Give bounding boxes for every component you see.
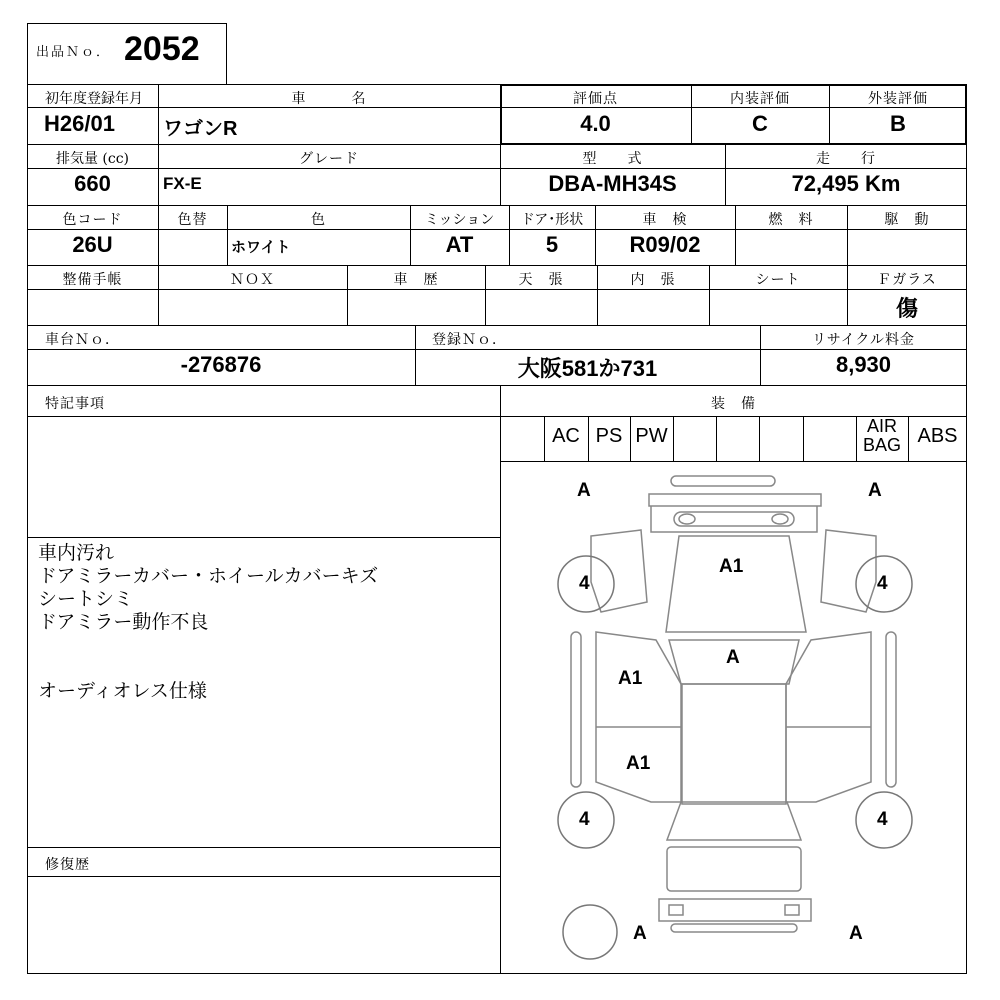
interior-label: 内装評価 [730, 91, 790, 107]
mark-front-left: A [577, 480, 591, 501]
nox-label: ＮＯＸ [230, 272, 275, 288]
service-book-label: 整備手帳 [62, 272, 123, 288]
grade-value: FX-E [163, 174, 202, 193]
equipment-ps: PS [595, 425, 623, 447]
equipment-label: 装 備 [711, 396, 756, 412]
mark-left-door-rear: A1 [626, 753, 651, 774]
front-glass-value: 傷 [895, 296, 918, 322]
score-value: 4.0 [580, 111, 611, 136]
note-line: オーディオレス仕様 [38, 680, 207, 702]
note-line: ドアミラー動作不良 [38, 611, 209, 633]
repaint-label: 色替 [177, 212, 208, 228]
recycle-value: 8,930 [835, 352, 892, 377]
mark-windshield: A1 [719, 556, 744, 577]
mileage-value: 72,495 Km [791, 171, 901, 196]
door-label: ドア･形状 [520, 212, 584, 228]
mark-hood: A [726, 647, 740, 668]
mark-rear-right: A [849, 923, 863, 944]
model-label: 型 式 [582, 151, 643, 167]
lot-number-label: 出品Ｎｏ． [36, 45, 112, 60]
inspection-label: 車 検 [642, 212, 688, 228]
mark-tire-fl: 4 [579, 573, 590, 594]
lot-number-box [27, 23, 227, 85]
car-name-value: ワゴンR [163, 118, 238, 140]
note-line: シートシミ [38, 588, 134, 610]
history-label: 車 歴 [393, 272, 439, 288]
note-line: 車内汚れ [38, 542, 115, 564]
equipment-ac: AC [552, 425, 580, 447]
spare-tire [563, 905, 617, 959]
mission-value: AT [445, 232, 474, 257]
mark-tire-rr: 4 [877, 809, 888, 830]
exterior-label: 外装評価 [868, 91, 928, 107]
color-value: ホワイト [231, 239, 291, 256]
color-code-label: 色コード [62, 212, 123, 228]
plate-label: 登録Ｎｏ． [432, 332, 507, 348]
interior-trim-label: 内 張 [630, 272, 676, 288]
mark-left-door-front: A1 [618, 668, 643, 689]
car-damage-diagram [501, 462, 967, 974]
car-name-label: 車 名 [291, 91, 367, 107]
equipment-pw: PW [635, 425, 668, 447]
mark-tire-fr: 4 [877, 573, 888, 594]
equipment-abs: ABS [917, 425, 958, 447]
mileage-label: 走 行 [816, 151, 876, 167]
repair-history-label: 修復歴 [45, 857, 90, 873]
model-value: DBA-MH34S [548, 171, 677, 196]
recycle-label: リサイクル料金 [811, 332, 916, 348]
front-glass-label: Ｆガラス [877, 272, 937, 288]
drive-label: 駆 動 [884, 212, 930, 228]
interior-value: C [752, 111, 768, 136]
mission-label: ミッション [424, 212, 495, 228]
inspection-value: R09/02 [629, 232, 701, 257]
exterior-value: B [890, 111, 906, 136]
displacement-value: 660 [74, 171, 111, 196]
equipment-airbag: AIR BAG [862, 416, 901, 455]
chassis-label: 車台Ｎｏ． [45, 332, 120, 348]
color-code-value: 26U [72, 232, 113, 257]
fuel-label: 燃 料 [768, 212, 814, 228]
plate-value: 大阪581か731 [517, 356, 658, 381]
mark-front-right: A [868, 480, 882, 501]
reg-date-value: H26/01 [44, 111, 115, 136]
lot-number-value: 2052 [124, 30, 200, 68]
score-label: 評価点 [573, 91, 618, 107]
chassis-value: -276876 [180, 352, 262, 377]
seat-label: シート [755, 272, 801, 288]
displacement-label: 排気量 (cc) [55, 151, 130, 167]
mark-tire-rl: 4 [579, 809, 590, 830]
grade-label: グレード [299, 151, 359, 167]
notes-label: 特記事項 [45, 396, 105, 412]
note-line: ドアミラーカバー・ホイールカバーキズ [38, 565, 379, 587]
mark-rear-left: A [633, 923, 647, 944]
color-label: 色 [311, 212, 326, 228]
door-value: 5 [545, 232, 559, 257]
roof-label: 天 張 [518, 272, 564, 288]
reg-date-label: 初年度登録年月 [45, 91, 143, 107]
